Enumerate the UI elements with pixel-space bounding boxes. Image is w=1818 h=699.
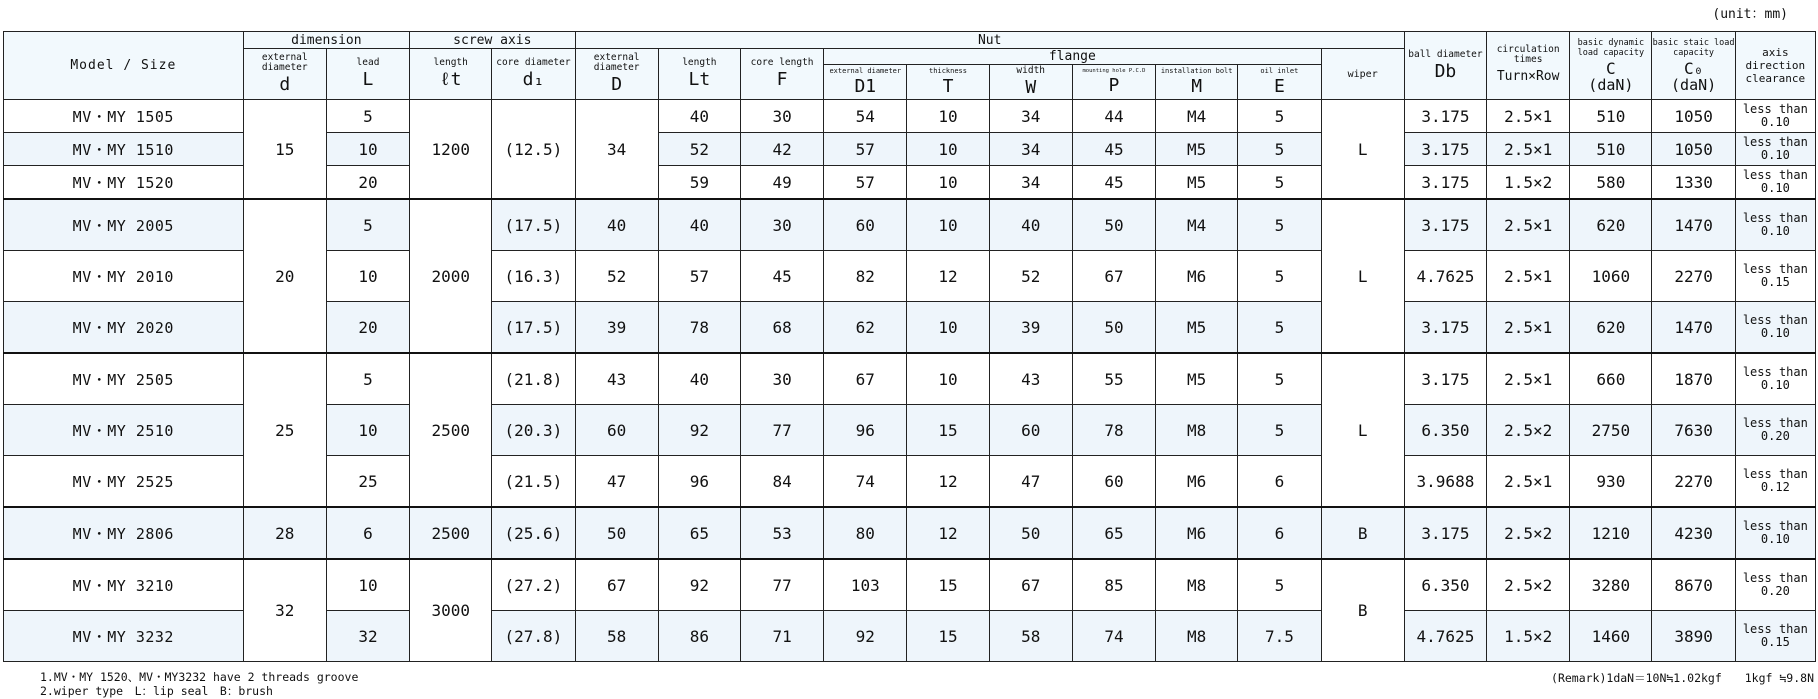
cell-model: MV・MY 1510: [4, 133, 244, 166]
cell-nut-lt: 96: [658, 456, 740, 508]
table-row: [4, 199, 1816, 251]
cell-d1: (21.8): [492, 353, 575, 405]
footnote-threads: 1.MV・MY 1520、MV・MY3232 have 2 threads groove: [40, 670, 359, 684]
cell-fl-t: 10: [907, 302, 989, 354]
cell-lead: 20: [326, 166, 409, 200]
cell-c: 580: [1570, 166, 1652, 200]
cell-fl-p: 45: [1072, 133, 1155, 166]
cell-nut-lt: 57: [658, 251, 740, 302]
cell-db: 3.175: [1404, 507, 1486, 559]
cell-db: 3.175: [1404, 166, 1486, 200]
header-model: Model / Size: [4, 32, 244, 100]
cell-fl-p: 44: [1072, 100, 1155, 133]
cell-d: 25: [243, 353, 326, 507]
table-body: [4, 100, 1816, 662]
header-fl-bolt: installation bolt M: [1156, 65, 1238, 100]
cell-fl-p: 65: [1072, 507, 1155, 559]
cell-fl-w: 60: [989, 405, 1072, 456]
cell-circ: 2.5×1: [1487, 199, 1570, 251]
cell-fl-t: 15: [907, 611, 989, 662]
cell-model: MV・MY 2510: [4, 405, 244, 456]
header-axis-clearance: axis direction clearance: [1735, 32, 1815, 100]
cell-fl-t: 10: [907, 100, 989, 133]
cell-c0: 1050: [1652, 100, 1735, 133]
cell-fl-m: M5: [1156, 166, 1238, 200]
cell-d1: (17.5): [492, 302, 575, 354]
cell-fl-w: 58: [989, 611, 1072, 662]
cell-c: 660: [1570, 353, 1652, 405]
cell-lead: 10: [326, 559, 409, 611]
cell-fl-d1: 54: [824, 100, 907, 133]
cell-fl-d1: 67: [824, 353, 907, 405]
header-nut-ext: external diameter D: [575, 49, 658, 100]
cell-d1: (17.5): [492, 199, 575, 251]
footnote-wiper: 2.wiper type L：lip seal B：brush: [40, 684, 273, 698]
cell-nut-d: 67: [575, 559, 658, 611]
cell-db: 6.350: [1404, 405, 1486, 456]
cell-nut-f: 71: [740, 611, 823, 662]
cell-fl-m: M8: [1156, 559, 1238, 611]
cell-d: 15: [243, 100, 326, 200]
cell-d: 28: [243, 507, 326, 559]
cell-nut-lt: 52: [658, 133, 740, 166]
header-screw-axis: screw axis: [410, 32, 575, 49]
cell-nut-lt: 40: [658, 100, 740, 133]
cell-c0: 2270: [1652, 251, 1735, 302]
cell-lead: 20: [326, 302, 409, 354]
cell-fl-t: 10: [907, 353, 989, 405]
cell-nut-d: 52: [575, 251, 658, 302]
header-dim-lead: lead L: [326, 49, 409, 100]
cell-c0: 4230: [1652, 507, 1735, 559]
cell-fl-w: 52: [989, 251, 1072, 302]
cell-circ: 2.5×2: [1487, 559, 1570, 611]
cell-nut-d: 47: [575, 456, 658, 508]
cell-circ: 2.5×1: [1487, 100, 1570, 133]
cell-fl-w: 34: [989, 133, 1072, 166]
cell-fl-p: 55: [1072, 353, 1155, 405]
cell-fl-p: 50: [1072, 199, 1155, 251]
cell-fl-d1: 82: [824, 251, 907, 302]
header-fl-pcd: mounting hole P.C.D P: [1072, 65, 1155, 100]
cell-lead: 10: [326, 133, 409, 166]
cell-fl-m: M5: [1156, 133, 1238, 166]
cell-nut-f: 30: [740, 100, 823, 133]
cell-lt: 2500: [410, 507, 492, 559]
header-flange: flange: [824, 49, 1321, 65]
cell-lead: 25: [326, 456, 409, 508]
cell-fl-e: 5: [1238, 100, 1321, 133]
cell-lt: 2500: [410, 353, 492, 507]
cell-nut-lt: 78: [658, 302, 740, 354]
cell-c0: 2270: [1652, 456, 1735, 508]
cell-lead: 32: [326, 611, 409, 662]
cell-wiper: L: [1321, 199, 1404, 353]
cell-circ: 2.5×1: [1487, 251, 1570, 302]
cell-fl-p: 78: [1072, 405, 1155, 456]
cell-fl-w: 50: [989, 507, 1072, 559]
cell-fl-w: 47: [989, 456, 1072, 508]
cell-db: 3.9688: [1404, 456, 1486, 508]
cell-nut-f: 68: [740, 302, 823, 354]
cell-circ: 2.5×2: [1487, 507, 1570, 559]
cell-c0: 1470: [1652, 302, 1735, 354]
cell-c0: 1050: [1652, 133, 1735, 166]
cell-fl-e: 6: [1238, 456, 1321, 508]
cell-model: MV・MY 1505: [4, 100, 244, 133]
cell-fl-t: 10: [907, 199, 989, 251]
cell-clearance: less than 0.10: [1735, 507, 1815, 559]
cell-d1: (20.3): [492, 405, 575, 456]
cell-fl-d1: 60: [824, 199, 907, 251]
cell-fl-d1: 57: [824, 133, 907, 166]
header-nut-core-length: core length F: [740, 49, 823, 100]
cell-model: MV・MY 2525: [4, 456, 244, 508]
table-row: [4, 353, 1816, 405]
cell-fl-e: 6: [1238, 507, 1321, 559]
header-dynamic-load: basic dynamic load capacity C (daN): [1570, 32, 1652, 100]
cell-lt: 1200: [410, 100, 492, 200]
cell-wiper: L: [1321, 353, 1404, 507]
cell-clearance: less than 0.10: [1735, 353, 1815, 405]
cell-d1: (27.2): [492, 559, 575, 611]
cell-c: 1460: [1570, 611, 1652, 662]
cell-fl-p: 67: [1072, 251, 1155, 302]
cell-fl-d1: 103: [824, 559, 907, 611]
cell-clearance: less than 0.15: [1735, 251, 1815, 302]
cell-fl-e: 5: [1238, 166, 1321, 200]
cell-fl-t: 10: [907, 133, 989, 166]
cell-fl-d1: 57: [824, 166, 907, 200]
cell-nut-d: 43: [575, 353, 658, 405]
cell-fl-p: 85: [1072, 559, 1155, 611]
cell-nut-lt: 40: [658, 353, 740, 405]
header-nut: Nut: [575, 32, 1404, 49]
cell-db: 4.7625: [1404, 611, 1486, 662]
cell-circ: 2.5×1: [1487, 133, 1570, 166]
cell-lead: 10: [326, 251, 409, 302]
cell-lt: 2000: [410, 199, 492, 353]
cell-fl-d1: 96: [824, 405, 907, 456]
cell-db: 3.175: [1404, 302, 1486, 354]
cell-nut-lt: 40: [658, 199, 740, 251]
cell-circ: 2.5×1: [1487, 302, 1570, 354]
header-fl-ext: external diameter D1: [824, 65, 907, 100]
cell-db: 3.175: [1404, 199, 1486, 251]
header-dim-ext: external diameter d: [243, 49, 326, 100]
cell-model: MV・MY 2005: [4, 199, 244, 251]
cell-c: 620: [1570, 302, 1652, 354]
cell-clearance: less than 0.20: [1735, 559, 1815, 611]
cell-fl-m: M6: [1156, 507, 1238, 559]
cell-nut-f: 77: [740, 405, 823, 456]
cell-nut-d: 34: [575, 100, 658, 200]
cell-model: MV・MY 3210: [4, 559, 244, 611]
cell-clearance: less than 0.10: [1735, 302, 1815, 354]
cell-fl-t: 12: [907, 456, 989, 508]
remark-units: (Remark)1daN＝10N≒1.02kgf 1kgf ≒9.8N: [1551, 671, 1814, 685]
cell-fl-e: 7.5: [1238, 611, 1321, 662]
cell-c0: 8670: [1652, 559, 1735, 611]
cell-c: 510: [1570, 133, 1652, 166]
cell-fl-t: 15: [907, 405, 989, 456]
cell-nut-d: 50: [575, 507, 658, 559]
header-static-load: basic staic load capacity C₀ (daN): [1652, 32, 1735, 100]
cell-d1: (25.6): [492, 507, 575, 559]
cell-lead: 5: [326, 199, 409, 251]
cell-fl-m: M8: [1156, 611, 1238, 662]
cell-model: MV・MY 2020: [4, 302, 244, 354]
cell-fl-d1: 92: [824, 611, 907, 662]
cell-nut-f: 49: [740, 166, 823, 200]
cell-fl-t: 12: [907, 251, 989, 302]
cell-fl-e: 5: [1238, 559, 1321, 611]
cell-c0: 1870: [1652, 353, 1735, 405]
cell-fl-e: 5: [1238, 353, 1321, 405]
cell-c: 3280: [1570, 559, 1652, 611]
unit-label: (unit：mm): [1712, 7, 1788, 22]
header-fl-width: width W: [989, 65, 1072, 100]
cell-fl-m: M6: [1156, 251, 1238, 302]
cell-wiper: B: [1321, 507, 1404, 559]
cell-fl-m: M4: [1156, 100, 1238, 133]
cell-fl-p: 50: [1072, 302, 1155, 354]
cell-d1: (12.5): [492, 100, 575, 200]
cell-c0: 3890: [1652, 611, 1735, 662]
cell-fl-p: 74: [1072, 611, 1155, 662]
cell-nut-f: 30: [740, 353, 823, 405]
cell-nut-lt: 59: [658, 166, 740, 200]
cell-db: 3.175: [1404, 100, 1486, 133]
table-row: [4, 100, 1816, 133]
table-header: [4, 32, 1816, 100]
cell-c0: 1470: [1652, 199, 1735, 251]
header-dimension: dimension: [243, 32, 409, 49]
cell-nut-d: 39: [575, 302, 658, 354]
cell-fl-w: 40: [989, 199, 1072, 251]
header-fl-oil: oil inlet E: [1238, 65, 1321, 100]
header-nut-length: length Lt: [658, 49, 740, 100]
cell-db: 3.175: [1404, 133, 1486, 166]
cell-fl-w: 43: [989, 353, 1072, 405]
cell-clearance: less than 0.15: [1735, 611, 1815, 662]
cell-model: MV・MY 2010: [4, 251, 244, 302]
cell-circ: 1.5×2: [1487, 611, 1570, 662]
cell-nut-lt: 65: [658, 507, 740, 559]
cell-c: 1060: [1570, 251, 1652, 302]
cell-nut-d: 60: [575, 405, 658, 456]
cell-clearance: less than 0.10: [1735, 100, 1815, 133]
cell-fl-w: 67: [989, 559, 1072, 611]
header-wiper: wiper: [1321, 49, 1404, 100]
cell-fl-e: 5: [1238, 251, 1321, 302]
cell-fl-w: 34: [989, 166, 1072, 200]
cell-fl-m: M5: [1156, 302, 1238, 354]
table-row: [4, 559, 1816, 611]
cell-nut-f: 42: [740, 133, 823, 166]
cell-circ: 2.5×2: [1487, 405, 1570, 456]
cell-lead: 5: [326, 353, 409, 405]
cell-c: 510: [1570, 100, 1652, 133]
cell-circ: 2.5×1: [1487, 456, 1570, 508]
cell-circ: 1.5×2: [1487, 166, 1570, 200]
cell-clearance: less than 0.12: [1735, 456, 1815, 508]
cell-fl-d1: 80: [824, 507, 907, 559]
cell-nut-lt: 86: [658, 611, 740, 662]
cell-c: 930: [1570, 456, 1652, 508]
cell-model: MV・MY 2806: [4, 507, 244, 559]
cell-c0: 1330: [1652, 166, 1735, 200]
cell-nut-f: 53: [740, 507, 823, 559]
cell-nut-f: 45: [740, 251, 823, 302]
cell-nut-f: 84: [740, 456, 823, 508]
header-fl-thick: thickness T: [907, 65, 989, 100]
cell-d: 20: [243, 199, 326, 353]
header-ball-diameter: ball diameter Db: [1404, 32, 1486, 100]
cell-c: 620: [1570, 199, 1652, 251]
cell-clearance: less than 0.10: [1735, 166, 1815, 200]
cell-model: MV・MY 1520: [4, 166, 244, 200]
cell-fl-w: 39: [989, 302, 1072, 354]
cell-fl-m: M4: [1156, 199, 1238, 251]
cell-lead: 10: [326, 405, 409, 456]
cell-nut-f: 30: [740, 199, 823, 251]
cell-fl-m: M6: [1156, 456, 1238, 508]
cell-fl-m: M8: [1156, 405, 1238, 456]
cell-nut-lt: 92: [658, 405, 740, 456]
cell-fl-e: 5: [1238, 133, 1321, 166]
cell-db: 6.350: [1404, 559, 1486, 611]
cell-c: 1210: [1570, 507, 1652, 559]
cell-d1: (27.8): [492, 611, 575, 662]
cell-clearance: less than 0.10: [1735, 133, 1815, 166]
cell-c: 2750: [1570, 405, 1652, 456]
cell-nut-d: 40: [575, 199, 658, 251]
cell-fl-m: M5: [1156, 353, 1238, 405]
cell-db: 4.7625: [1404, 251, 1486, 302]
cell-clearance: less than 0.10: [1735, 199, 1815, 251]
cell-fl-t: 10: [907, 166, 989, 200]
cell-nut-d: 58: [575, 611, 658, 662]
cell-d1: (16.3): [492, 251, 575, 302]
cell-fl-d1: 74: [824, 456, 907, 508]
cell-nut-lt: 92: [658, 559, 740, 611]
table-row: [4, 507, 1816, 559]
cell-fl-p: 60: [1072, 456, 1155, 508]
cell-fl-d1: 62: [824, 302, 907, 354]
cell-clearance: less than 0.20: [1735, 405, 1815, 456]
cell-lead: 6: [326, 507, 409, 559]
cell-fl-p: 45: [1072, 166, 1155, 200]
cell-fl-e: 5: [1238, 199, 1321, 251]
cell-fl-t: 12: [907, 507, 989, 559]
header-circulation: circulation times Turn×Row: [1487, 32, 1570, 100]
cell-lt: 3000: [410, 559, 492, 662]
cell-model: MV・MY 3232: [4, 611, 244, 662]
cell-fl-t: 15: [907, 559, 989, 611]
cell-fl-w: 34: [989, 100, 1072, 133]
cell-lead: 5: [326, 100, 409, 133]
header-sa-core: core diameter d₁: [492, 49, 575, 100]
header-sa-length: length ℓt: [410, 49, 492, 100]
cell-d: 32: [243, 559, 326, 662]
cell-c0: 7630: [1652, 405, 1735, 456]
ball-screw-spec-table: [3, 31, 1816, 662]
cell-nut-f: 77: [740, 559, 823, 611]
cell-circ: 2.5×1: [1487, 353, 1570, 405]
cell-db: 3.175: [1404, 353, 1486, 405]
cell-wiper: B: [1321, 559, 1404, 662]
cell-wiper: L: [1321, 100, 1404, 200]
cell-model: MV・MY 2505: [4, 353, 244, 405]
cell-fl-e: 5: [1238, 302, 1321, 354]
cell-fl-e: 5: [1238, 405, 1321, 456]
cell-d1: (21.5): [492, 456, 575, 508]
